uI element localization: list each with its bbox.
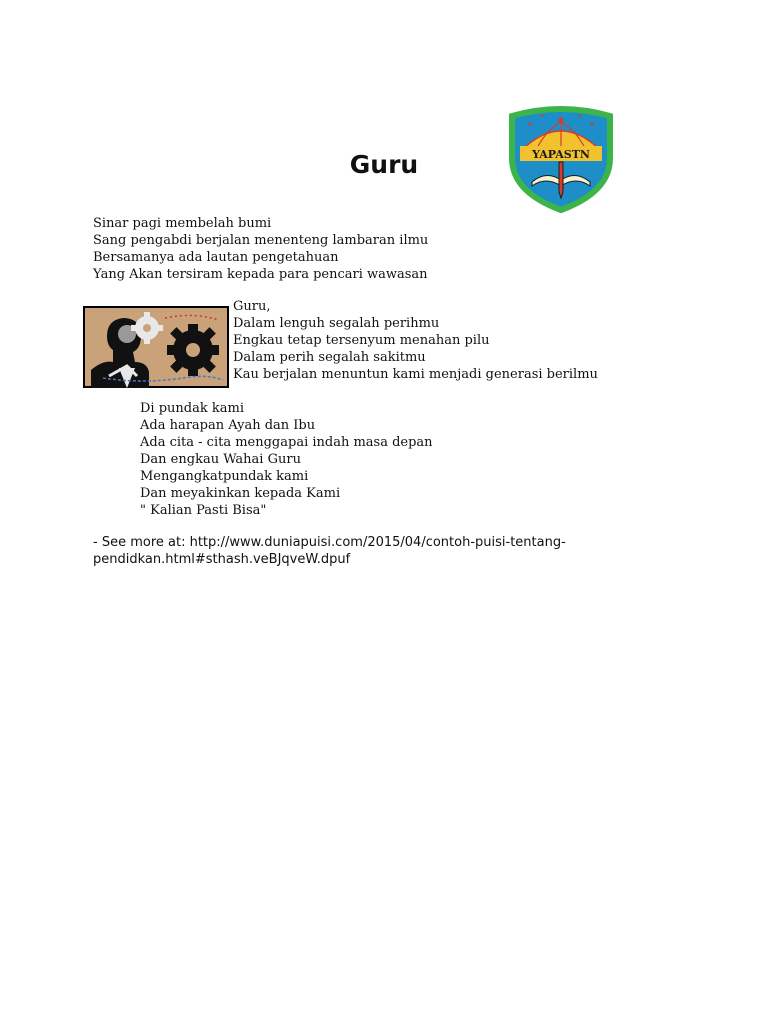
source-line: - See more at: http://www.duniapuisi.com/2015/04/contoh-puisi-tentang- — [93, 535, 566, 550]
poem-line: Di pundak kami — [140, 401, 244, 416]
source-citation — [93, 534, 566, 568]
poem-line: Mengangkatpundak kami — [140, 469, 309, 484]
poem-line: Sinar pagi membelah bumi — [93, 216, 272, 231]
poem-line: " Kalian Pasti Bisa" — [140, 503, 267, 518]
poem-stanza-2 — [233, 298, 598, 383]
teacher-gears-illustration — [83, 306, 229, 388]
yapastn-logo — [506, 106, 616, 214]
poem-line: Ada cita - cita menggapai indah masa depan — [140, 435, 433, 450]
poem-line: Ada harapan Ayah dan Ibu — [140, 418, 316, 433]
source-line: pendidkan.html#sthash.veBJqveW.dpuf — [93, 552, 351, 567]
logo-pen — [559, 162, 563, 198]
poem-line: Guru, — [233, 299, 271, 314]
poem-line: Bersamanya ada lautan pengetahuan — [93, 250, 339, 265]
poem-line: Yang Akan tersiram kepada para pencari wawasan — [93, 267, 428, 282]
poem-stanza-3 — [140, 400, 433, 519]
poem-line: Engkau tetap tersenyum menahan pilu — [233, 333, 490, 348]
poem-line: Dalam lenguh segalah perihmu — [233, 316, 440, 331]
poem-line: Dan engkau Wahai Guru — [140, 452, 301, 467]
poem-stanza-1 — [93, 215, 428, 283]
page-title: Guru — [349, 150, 419, 179]
logo-text: YAPASTN — [532, 148, 590, 161]
poem-line: Dalam perih segalah sakitmu — [233, 350, 426, 365]
poem-line: Kau berjalan menuntun kami menjadi generasi berilmu — [233, 367, 598, 382]
dark-gear-icon — [167, 324, 219, 376]
poem-line: Sang pengabdi berjalan menenteng lambaran ilmu — [93, 233, 429, 248]
poem-line: Dan meyakinkan kepada Kami — [140, 486, 341, 501]
